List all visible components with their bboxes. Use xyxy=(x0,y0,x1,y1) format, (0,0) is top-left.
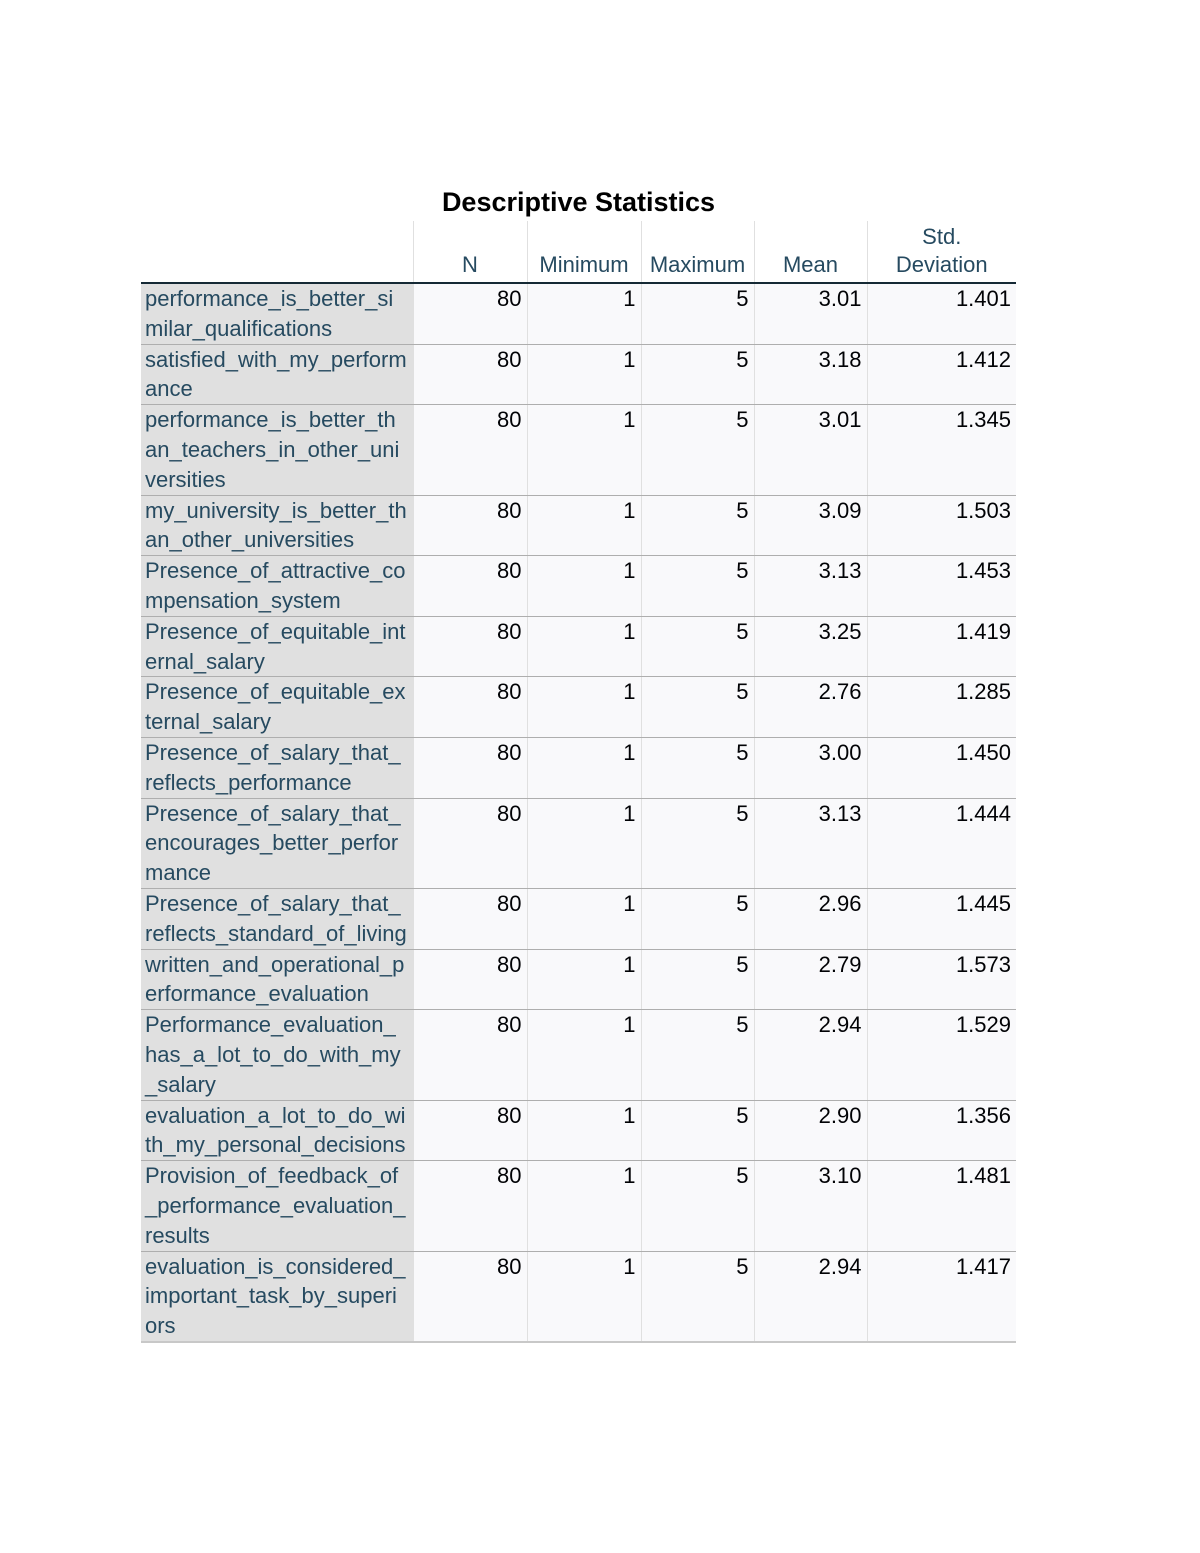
header-std-line1: Std. xyxy=(922,224,962,249)
mean-cell: 2.90 xyxy=(754,1100,867,1161)
minimum-cell: 1 xyxy=(527,677,641,738)
maximum-cell: 5 xyxy=(641,737,754,798)
maximum-cell: 5 xyxy=(641,344,754,405)
n-cell: 80 xyxy=(413,495,527,556)
mean-cell: 2.94 xyxy=(754,1010,867,1100)
row-label: Performance_evaluation_has_a_lot_to_do_with_my_salary xyxy=(141,1010,413,1100)
n-cell: 80 xyxy=(413,405,527,495)
header-row xyxy=(141,221,1016,283)
table-row xyxy=(141,405,1016,495)
std-deviation-cell: 1.417 xyxy=(867,1251,1016,1342)
table-row xyxy=(141,798,1016,888)
maximum-cell: 5 xyxy=(641,888,754,949)
std-deviation-cell: 1.419 xyxy=(867,616,1016,677)
minimum-cell: 1 xyxy=(527,949,641,1010)
header-mean: Mean xyxy=(754,221,867,283)
table-row xyxy=(141,888,1016,949)
minimum-cell: 1 xyxy=(527,616,641,677)
table-row xyxy=(141,1251,1016,1342)
table-row xyxy=(141,1100,1016,1161)
std-deviation-cell: 1.356 xyxy=(867,1100,1016,1161)
row-label: written_and_operational_performance_evaluation xyxy=(141,949,413,1010)
maximum-cell: 5 xyxy=(641,405,754,495)
table-row xyxy=(141,495,1016,556)
table-row xyxy=(141,556,1016,617)
mean-cell: 3.25 xyxy=(754,616,867,677)
std-deviation-cell: 1.445 xyxy=(867,888,1016,949)
header-corner xyxy=(141,221,413,283)
row-label: Presence_of_salary_that_reflects_standard_of_living xyxy=(141,888,413,949)
mean-cell: 3.00 xyxy=(754,737,867,798)
n-cell: 80 xyxy=(413,677,527,738)
header-std-deviation xyxy=(867,221,1016,283)
maximum-cell: 5 xyxy=(641,283,754,344)
n-cell: 80 xyxy=(413,556,527,617)
table-row xyxy=(141,949,1016,1010)
minimum-cell: 1 xyxy=(527,1161,641,1251)
table-row xyxy=(141,1161,1016,1251)
std-deviation-cell: 1.481 xyxy=(867,1161,1016,1251)
std-deviation-cell: 1.450 xyxy=(867,737,1016,798)
n-cell: 80 xyxy=(413,949,527,1010)
minimum-cell: 1 xyxy=(527,283,641,344)
mean-cell: 2.79 xyxy=(754,949,867,1010)
row-label: satisfied_with_my_performance xyxy=(141,344,413,405)
mean-cell: 3.01 xyxy=(754,405,867,495)
n-cell: 80 xyxy=(413,1161,527,1251)
minimum-cell: 1 xyxy=(527,1251,641,1342)
n-cell: 80 xyxy=(413,344,527,405)
n-cell: 80 xyxy=(413,1251,527,1342)
maximum-cell: 5 xyxy=(641,616,754,677)
table-body xyxy=(141,283,1016,1342)
minimum-cell: 1 xyxy=(527,737,641,798)
std-deviation-cell: 1.529 xyxy=(867,1010,1016,1100)
table-row xyxy=(141,737,1016,798)
mean-cell: 3.18 xyxy=(754,344,867,405)
mean-cell: 3.09 xyxy=(754,495,867,556)
table-row xyxy=(141,677,1016,738)
row-label: evaluation_is_considered_important_task_by_superiors xyxy=(141,1251,413,1342)
table-row xyxy=(141,616,1016,677)
n-cell: 80 xyxy=(413,283,527,344)
maximum-cell: 5 xyxy=(641,495,754,556)
std-deviation-cell: 1.345 xyxy=(867,405,1016,495)
maximum-cell: 5 xyxy=(641,949,754,1010)
minimum-cell: 1 xyxy=(527,495,641,556)
row-label: Presence_of_equitable_external_salary xyxy=(141,677,413,738)
row-label: Provision_of_feedback_of_performance_evaluation_results xyxy=(141,1161,413,1251)
row-label: Presence_of_salary_that_encourages_better_performance xyxy=(141,798,413,888)
row-label: evaluation_a_lot_to_do_with_my_personal_decisions xyxy=(141,1100,413,1161)
minimum-cell: 1 xyxy=(527,405,641,495)
std-deviation-cell: 1.503 xyxy=(867,495,1016,556)
mean-cell: 2.96 xyxy=(754,888,867,949)
std-deviation-cell: 1.412 xyxy=(867,344,1016,405)
std-deviation-cell: 1.453 xyxy=(867,556,1016,617)
descriptive-statistics-table xyxy=(141,221,1016,1343)
header-n: N xyxy=(413,221,527,283)
row-label: Presence_of_salary_that_reflects_performance xyxy=(141,737,413,798)
mean-cell: 3.13 xyxy=(754,798,867,888)
row-label: performance_is_better_than_teachers_in_other_universities xyxy=(141,405,413,495)
row-label: my_university_is_better_than_other_universities xyxy=(141,495,413,556)
n-cell: 80 xyxy=(413,616,527,677)
maximum-cell: 5 xyxy=(641,1100,754,1161)
n-cell: 80 xyxy=(413,1100,527,1161)
minimum-cell: 1 xyxy=(527,344,641,405)
row-label: Presence_of_equitable_internal_salary xyxy=(141,616,413,677)
maximum-cell: 5 xyxy=(641,1251,754,1342)
maximum-cell: 5 xyxy=(641,1161,754,1251)
n-cell: 80 xyxy=(413,1010,527,1100)
header-std-line2: Deviation xyxy=(895,252,988,277)
table-title: Descriptive Statistics xyxy=(441,187,716,217)
mean-cell: 3.01 xyxy=(754,283,867,344)
header-minimum: Minimum xyxy=(527,221,641,283)
header-maximum: Maximum xyxy=(641,221,754,283)
table-row xyxy=(141,1010,1016,1100)
maximum-cell: 5 xyxy=(641,1010,754,1100)
mean-cell: 3.13 xyxy=(754,556,867,617)
std-deviation-cell: 1.285 xyxy=(867,677,1016,738)
table-row xyxy=(141,344,1016,405)
maximum-cell: 5 xyxy=(641,798,754,888)
mean-cell: 2.94 xyxy=(754,1251,867,1342)
minimum-cell: 1 xyxy=(527,1100,641,1161)
minimum-cell: 1 xyxy=(527,888,641,949)
maximum-cell: 5 xyxy=(641,556,754,617)
minimum-cell: 1 xyxy=(527,798,641,888)
n-cell: 80 xyxy=(413,798,527,888)
minimum-cell: 1 xyxy=(527,1010,641,1100)
std-deviation-cell: 1.573 xyxy=(867,949,1016,1010)
mean-cell: 3.10 xyxy=(754,1161,867,1251)
n-cell: 80 xyxy=(413,737,527,798)
table-row xyxy=(141,283,1016,344)
row-label: performance_is_better_similar_qualifications xyxy=(141,283,413,344)
minimum-cell: 1 xyxy=(527,556,641,617)
n-cell: 80 xyxy=(413,888,527,949)
std-deviation-cell: 1.401 xyxy=(867,283,1016,344)
maximum-cell: 5 xyxy=(641,677,754,738)
std-deviation-cell: 1.444 xyxy=(867,798,1016,888)
row-label: Presence_of_attractive_compensation_system xyxy=(141,556,413,617)
mean-cell: 2.76 xyxy=(754,677,867,738)
